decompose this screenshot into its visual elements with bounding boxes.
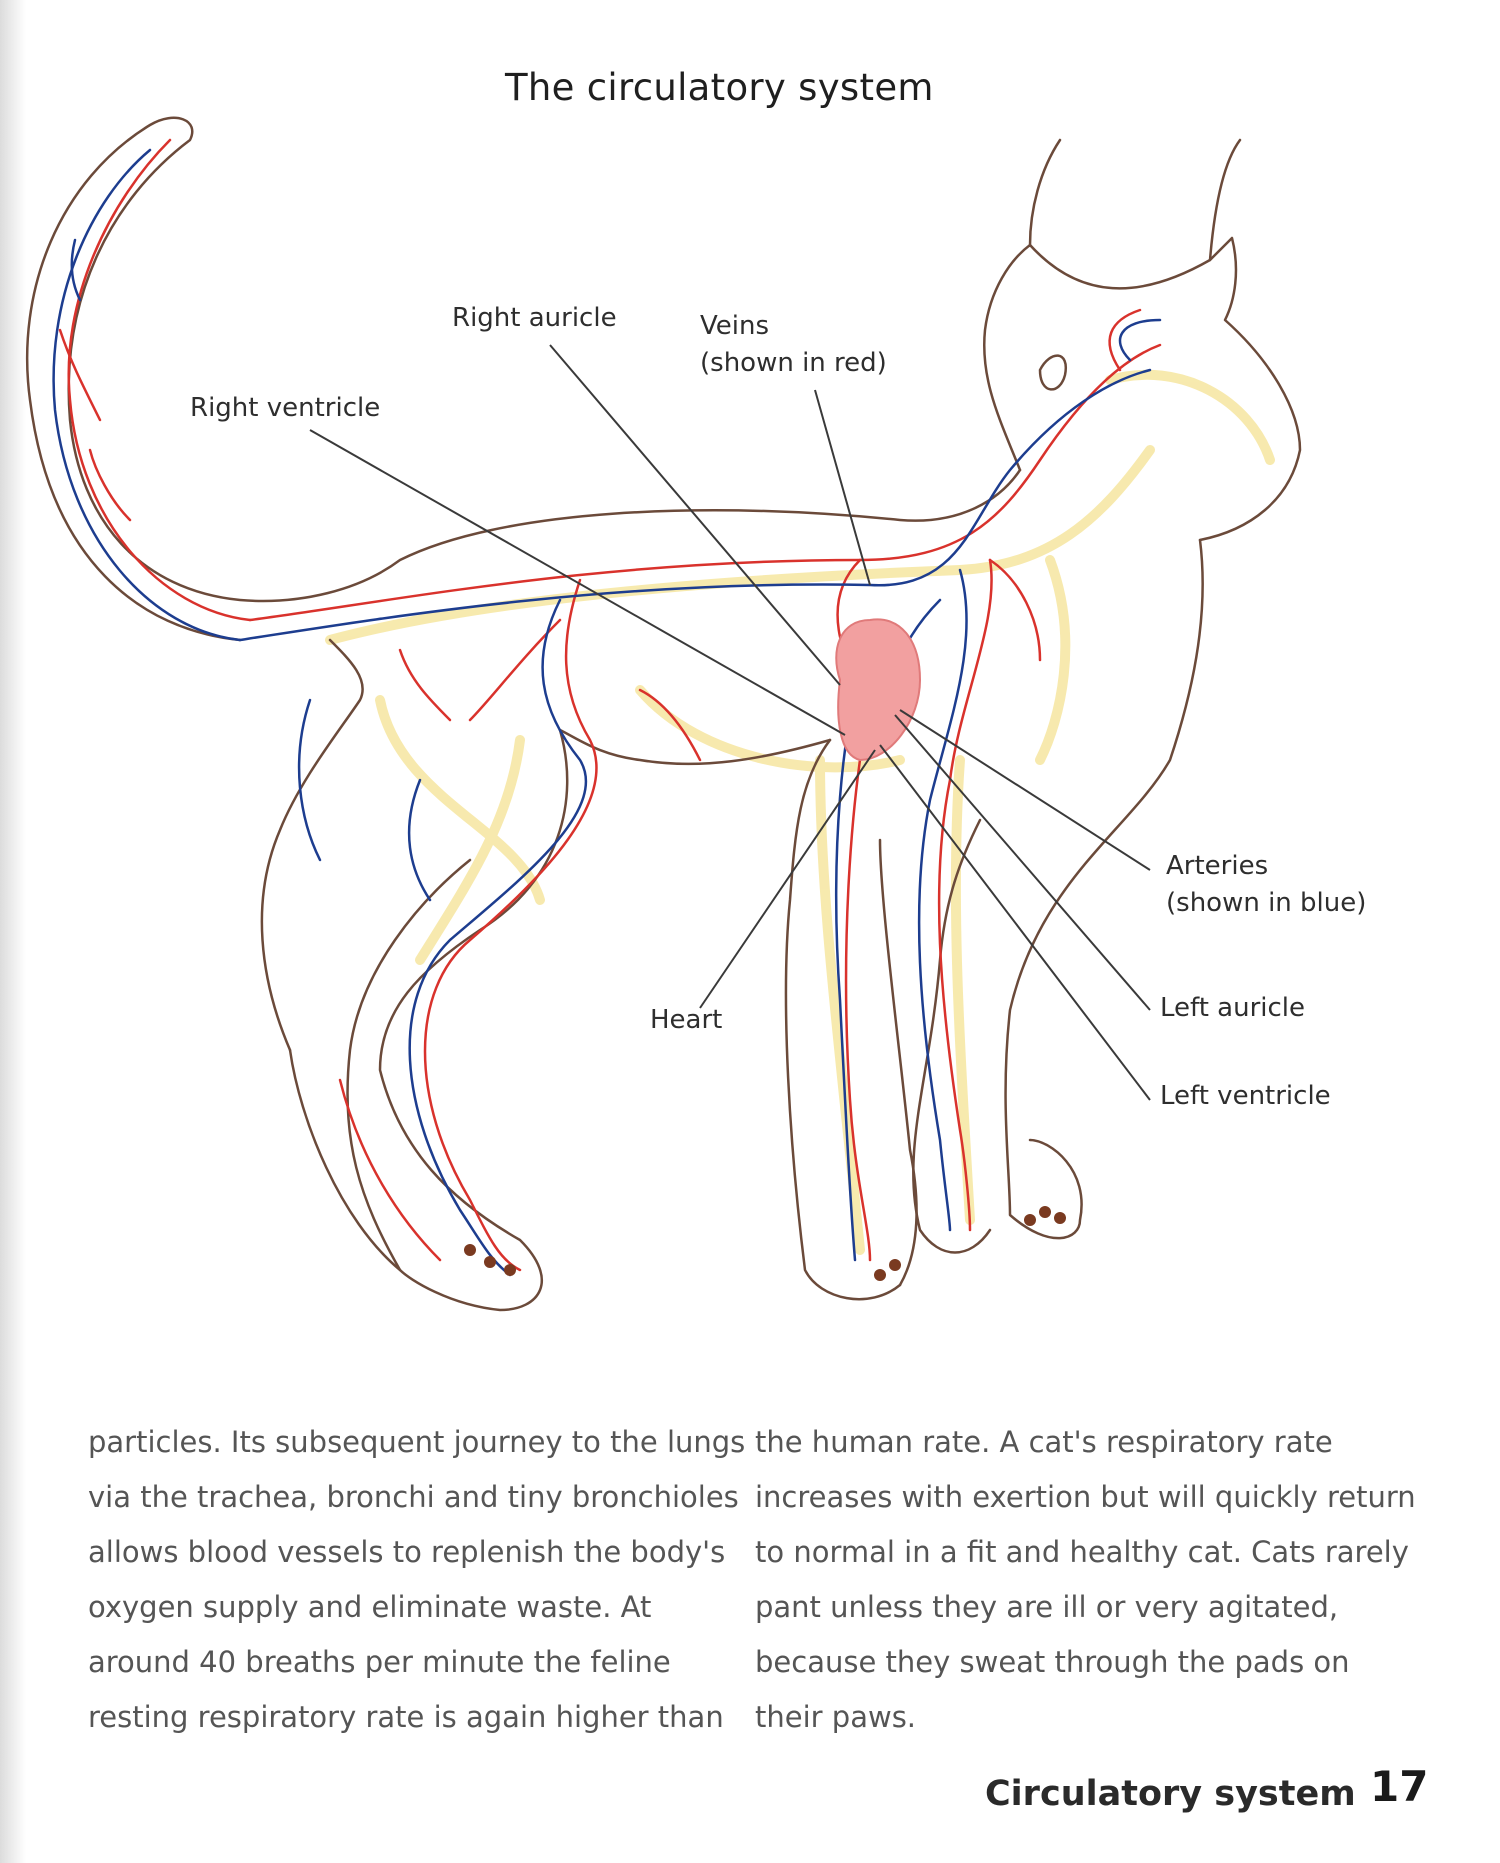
heart-organ <box>836 619 920 760</box>
label-veins-line2: (shown in red) <box>700 348 887 378</box>
page-title: The circulatory system <box>505 66 934 109</box>
body-text-right-column <box>755 1415 1416 1745</box>
body-line: because they sweat through the pads on <box>755 1645 1350 1679</box>
label-heart: Heart <box>650 1005 723 1035</box>
label-arteries-line2: (shown in blue) <box>1166 888 1367 918</box>
leader-arteries <box>900 710 1150 870</box>
body-text-left-column <box>88 1415 746 1745</box>
footer-section-title: Circulatory system <box>985 1774 1356 1814</box>
body-line: around 40 breaths per minute the feline <box>88 1645 671 1679</box>
label-right-auricle: Right auricle <box>452 303 617 333</box>
body-line: via the trachea, bronchi and tiny bronchioles <box>88 1480 739 1514</box>
body-line: to normal in a fit and healthy cat. Cats rarely <box>755 1535 1409 1569</box>
page-number: 17 <box>1370 1762 1429 1811</box>
label-left-ventricle: Left ventricle <box>1160 1081 1331 1111</box>
label-veins <box>700 308 887 382</box>
body-line: resting respiratory rate is again higher than <box>88 1700 724 1734</box>
claws <box>464 1206 1066 1281</box>
body-line: allows blood vessels to replenish the body's <box>88 1535 726 1569</box>
body-line: increases with exertion but will quickly return <box>755 1480 1416 1514</box>
label-right-ventricle: Right ventricle <box>190 393 381 423</box>
label-left-auricle: Left auricle <box>1160 993 1306 1023</box>
leader-veins <box>815 390 870 585</box>
label-arteries <box>1166 848 1366 922</box>
body-line: pant unless they are ill or very agitated, <box>755 1590 1339 1624</box>
body-line: their paws. <box>755 1700 917 1734</box>
label-arteries-line1: Arteries <box>1166 851 1269 881</box>
body-line: oxygen supply and eliminate waste. At <box>88 1590 652 1624</box>
leader-left-ventricle <box>880 745 1150 1100</box>
body-line: the human rate. A cat's respiratory rate <box>755 1425 1333 1459</box>
label-veins-line1: Veins <box>700 311 770 341</box>
body-line: particles. Its subsequent journey to the lungs <box>88 1425 746 1459</box>
